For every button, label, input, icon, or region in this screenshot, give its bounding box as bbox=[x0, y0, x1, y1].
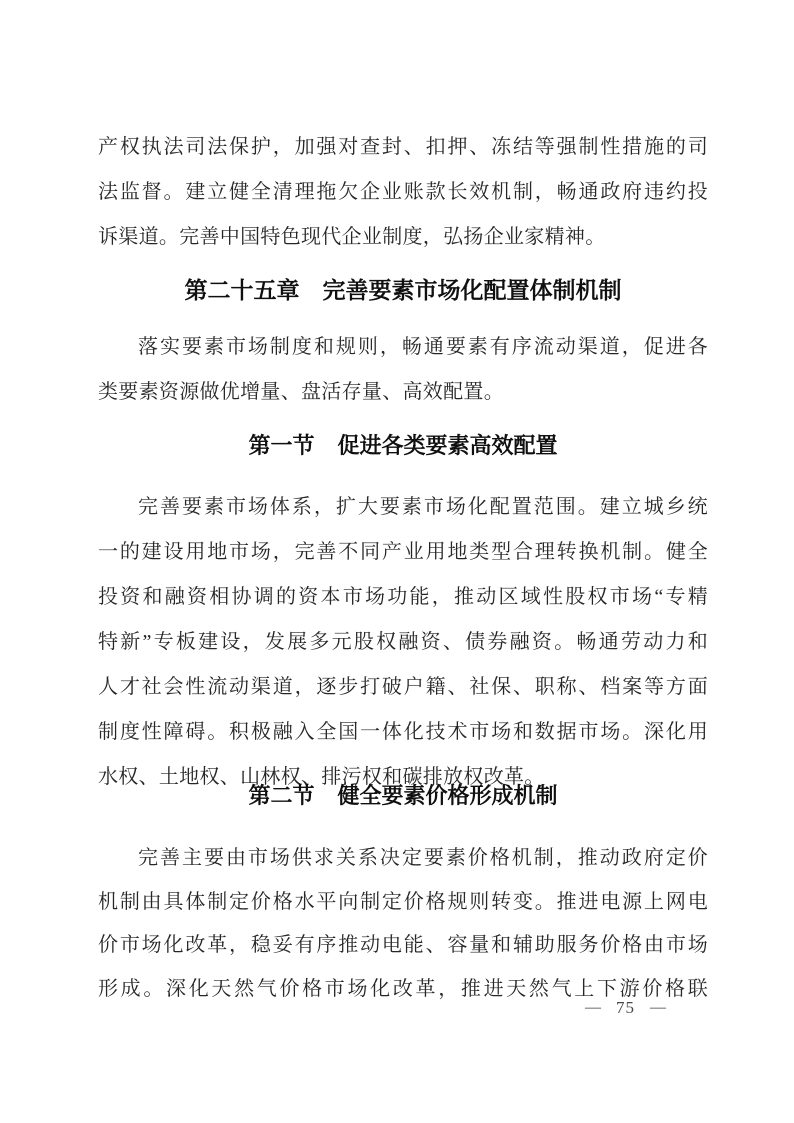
text-line: 产权执法司法保护，加强对查封、扣押、冻结等强制性措施的司 bbox=[98, 136, 708, 158]
text-line: 完善主要由市场供求关系决定要素价格机制，推动政府定价 bbox=[138, 847, 708, 869]
text-line: 制度性障碍。积极融入全国一体化技术市场和数据市场。深化用 bbox=[98, 721, 708, 743]
chapter-number: 第二十五章 bbox=[184, 277, 300, 303]
page-number-dash-right: — bbox=[650, 999, 666, 1016]
section-2-title: 健全要素价格形成机制 bbox=[337, 783, 558, 808]
text-line: 法监督。建立健全清理拖欠企业账款长效机制，畅通政府违约投 bbox=[98, 181, 708, 203]
text-line: 落实要素市场制度和规则，畅通要素有序流动渠道，促进各 bbox=[138, 336, 708, 358]
paragraph-continuation bbox=[98, 125, 708, 260]
section-heading-1 bbox=[98, 432, 708, 460]
text-line: 价市场化改革，稳妥有序推动电能、容量和辅助服务价格由市场 bbox=[98, 934, 708, 956]
chapter-heading bbox=[98, 276, 708, 305]
text-line: 一的建设用地市场，完善不同产业用地类型合理转换机制。健全 bbox=[98, 541, 708, 563]
page-number bbox=[585, 998, 666, 1018]
page-number-value: 75 bbox=[616, 998, 635, 1017]
text-line: 水权、土地权、山林权、排污权和碳排放权改革。 bbox=[98, 766, 545, 788]
section-1-title: 促进各类要素高效配置 bbox=[337, 433, 558, 458]
paragraph-section2-body bbox=[98, 837, 708, 1011]
text-line: 机制由具体制定价格水平向制定价格规则转变。推进电源上网电 bbox=[98, 890, 708, 913]
paragraph-section1-body bbox=[98, 485, 708, 800]
section-1-number: 第一节 bbox=[248, 433, 315, 458]
text-line: 形成。深化天然气价格市场化改革，推进天然气上下游价格联 bbox=[98, 977, 708, 1000]
section-2-number: 第二节 bbox=[248, 783, 315, 808]
text-line: 特新”专板建设，发展多元股权融资、债券融资。畅通劳动力和 bbox=[98, 631, 708, 653]
text-line: 诉渠道。完善中国特色现代企业制度，弘扬企业家精神。 bbox=[98, 226, 606, 248]
text-line: 类要素资源做优增量、盘活存量、高效配置。 bbox=[98, 381, 504, 403]
page-number-dash-left: — bbox=[585, 999, 601, 1016]
text-line: 人才社会性流动渠道，逐步打破户籍、社保、职称、档案等方面 bbox=[98, 676, 708, 698]
section-heading-2 bbox=[98, 782, 708, 810]
chapter-title: 完善要素市场化配置体制机制 bbox=[322, 277, 622, 303]
paragraph-chapter-intro bbox=[98, 325, 708, 415]
text-line: 投资和融资相协调的资本市场功能，推动区域性股权市场“专精 bbox=[98, 586, 708, 608]
text-line: 完善要素市场体系，扩大要素市场化配置范围。建立城乡统 bbox=[138, 496, 708, 518]
